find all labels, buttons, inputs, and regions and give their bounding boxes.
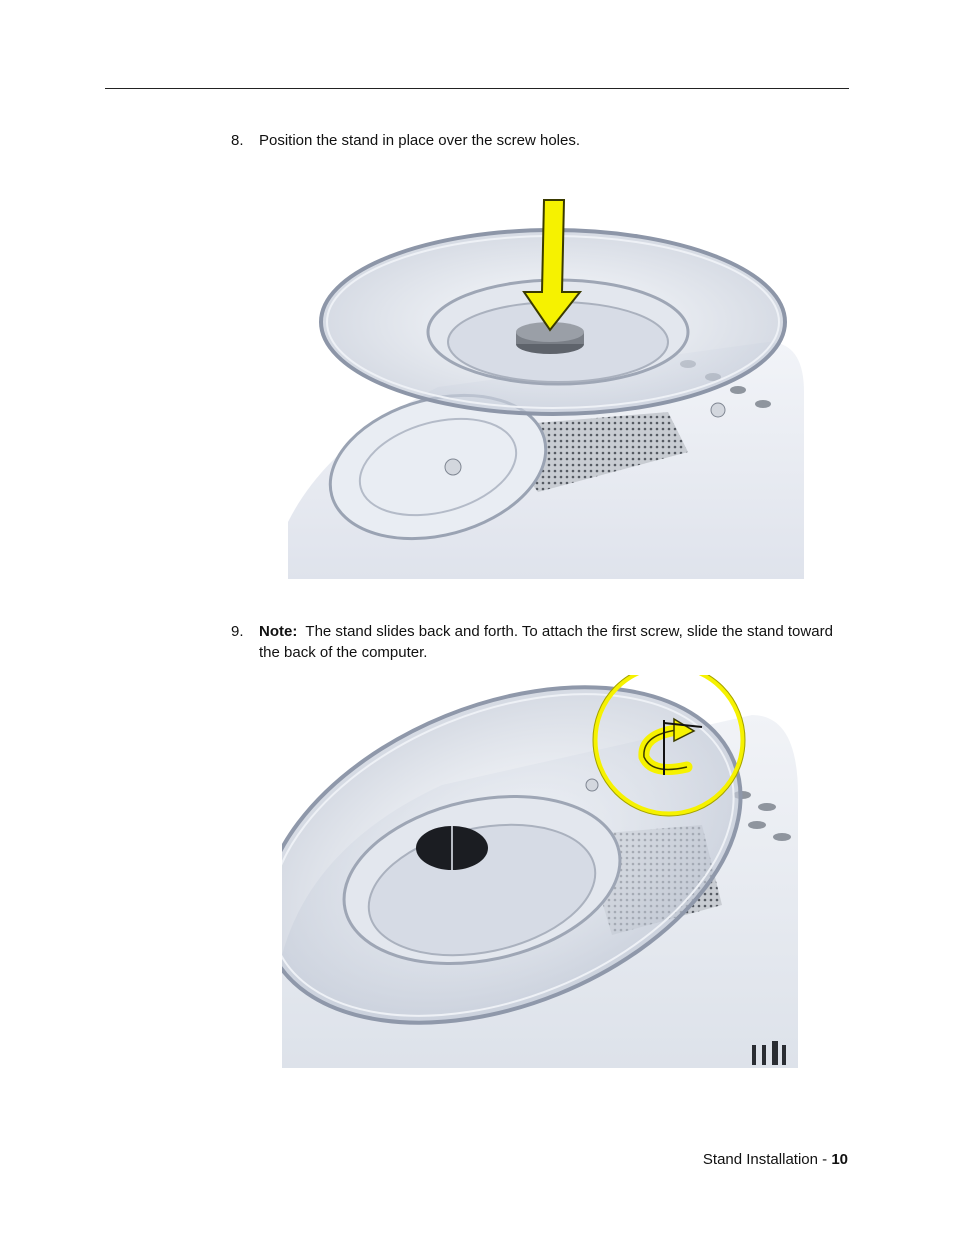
footer-section: Stand Installation -: [702, 1151, 828, 1168]
stand-slide-photo: [282, 675, 798, 1068]
page-footer: [703, 1151, 848, 1168]
note-label: Note:: [259, 623, 298, 640]
step-text: Position the stand in place over the screw holes.: [259, 132, 581, 149]
page-number: 10: [831, 1151, 848, 1168]
stand-position-photo: [288, 192, 804, 579]
step-number: 9.: [231, 623, 244, 640]
step-text-block: [259, 621, 851, 663]
step-number: 8.: [231, 132, 244, 149]
header-rule: [105, 88, 849, 89]
step-text: The stand slides back and forth. To attach the first screw, slide the stand toward the back of the computer.: [259, 623, 833, 661]
